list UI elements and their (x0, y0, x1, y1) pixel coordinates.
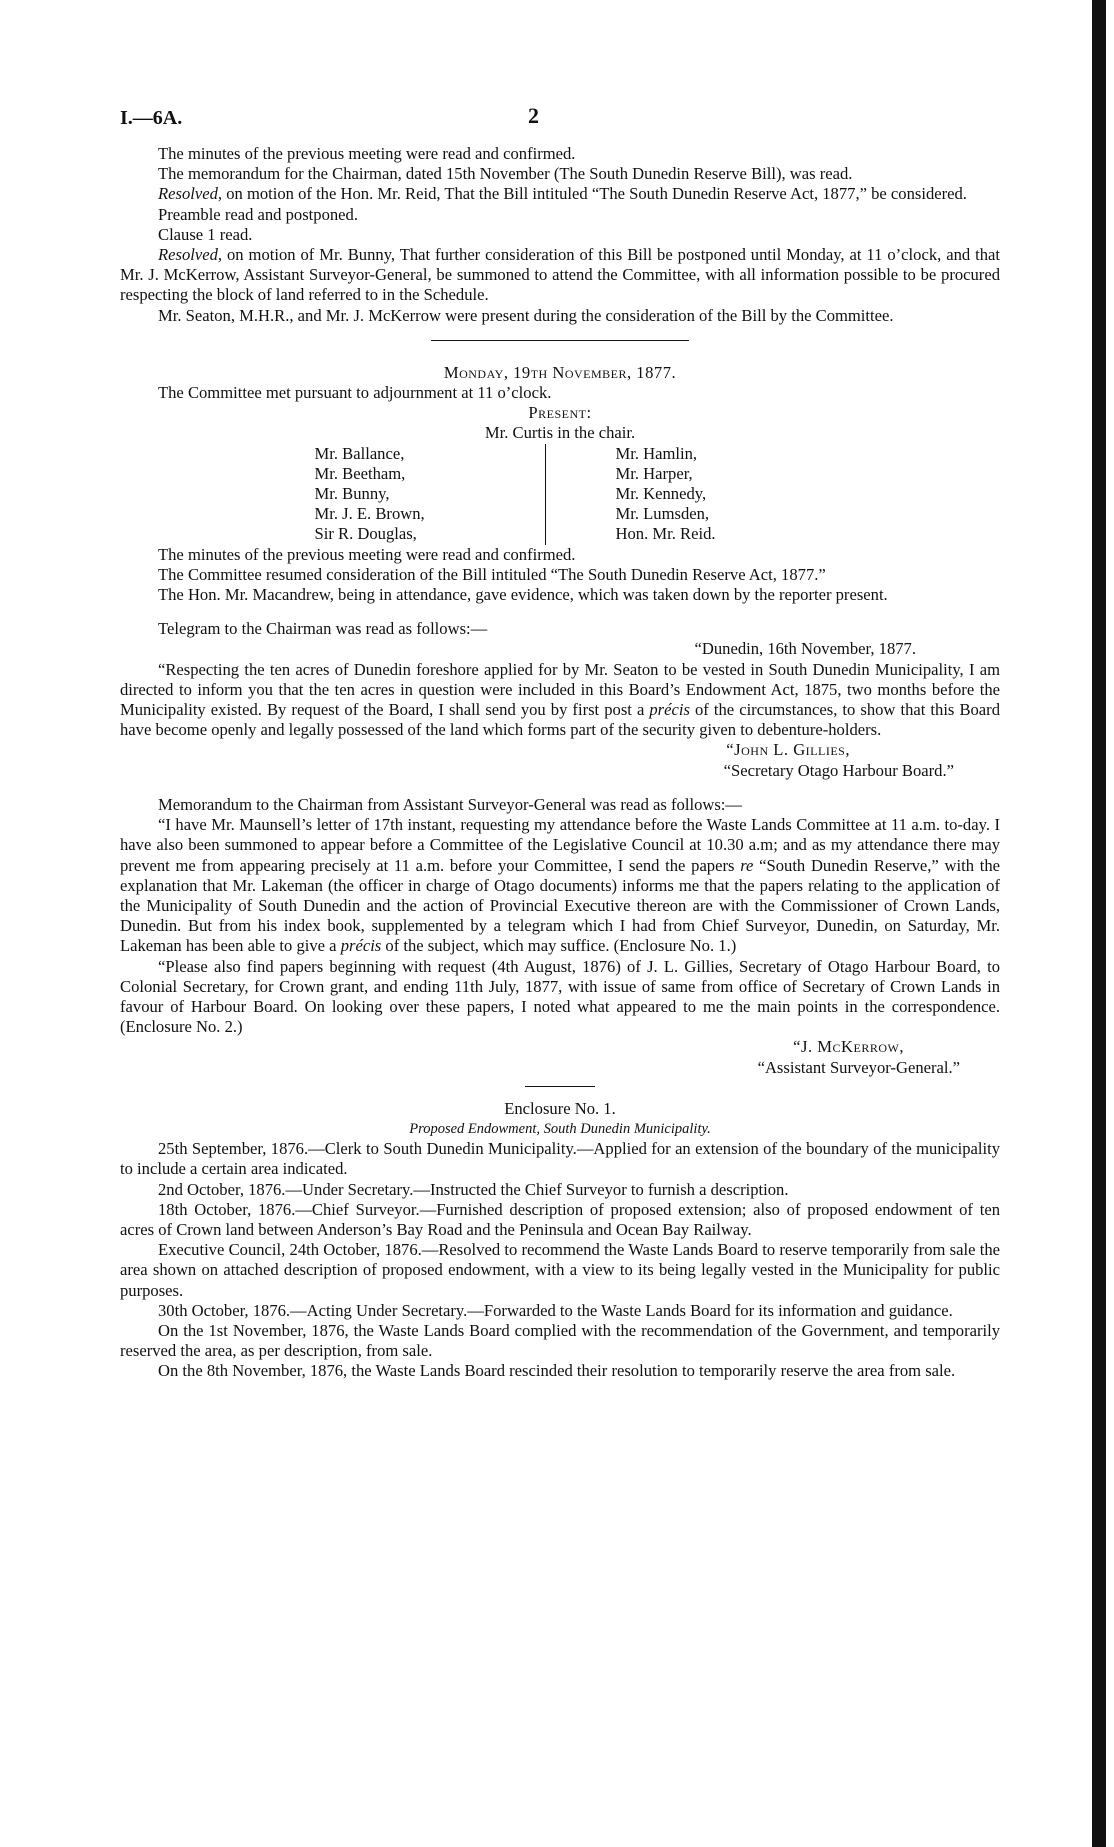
page-number: 2 (528, 103, 539, 128)
precis-word: précis (340, 936, 382, 956)
memo-para-2: “Please also find papers beginning with request (4th August, 1876) of J. L. Gillies, Secretary of Otago Harbour Board, to Colonial Secretary, for Crown grant, and ending 11th July, 1877, with issue of same from office of Secretary of Crown Lands in favour of Harbour Board. On looking over these papers, I noted what appeared to me the main points in the correspondence. (Enclosure No. 2.) (120, 956, 1000, 1037)
chair-line: Mr. Curtis in the chair. (484, 423, 636, 443)
member-name: Mr. Lumsden, (615, 504, 710, 524)
telegram-body-text: of the circumstances, to show that this Board have become openly and legally possessed of the land which forms part of the security given to debenture-holders. (120, 700, 1000, 740)
member-name: Mr. Bunny, (314, 484, 390, 504)
meeting-para-2: The Committee resumed consideration of the Bill intituled “The South Dunedin Reserve Act, 1877.” (158, 564, 826, 584)
meeting-para-1: The minutes of the previous meeting were read and confirmed. (158, 544, 576, 564)
page-edge-bar (1092, 0, 1106, 1847)
enclosure-title: Enclosure No. 1. (504, 1098, 616, 1118)
member-name: Mr. Hamlin, (615, 443, 698, 463)
member-name: Hon. Mr. Reid. (615, 524, 716, 544)
telegram-body-text: “Respecting the ten acres of Dunedin foreshore applied for by Mr. Seaton to be vested in South Dunedin Municipality, I am directed to inform you that the ten acres in question were included in this Board’s Endowment Act, 1875, two months before the Municipality existed. By request of the Board, I shall send you by first post a (120, 659, 1000, 720)
intro-para-4: Preamble read and postponed. (158, 204, 358, 224)
meeting-date: Monday, 19th November, 1877. (443, 362, 677, 382)
paper-reference: I.—6A. (120, 107, 183, 129)
intro-para-6 (120, 245, 1000, 306)
member-name: Sir R. Douglas, (314, 524, 417, 544)
memo-signature-title: “Assistant Surveyor-General.” (757, 1057, 960, 1077)
memo-intro: Memorandum to the Chairman from Assistant Surveyor-General was read as follows:— (158, 794, 743, 814)
memo-text: “South Dunedin Reserve,” with the explanation that Mr. Lakeman (the officer in charge of Otago documents) informs me that the papers relating to the application of the Municipality of South Dunedin and the action of Provincial Executive thereon are with the Commissioner of Crown Lands, Dunedin. But from his index book, supplemented by a telegram which I had from Chief Surveyor, Dunedin, on Saturday, Mr. Lakeman has been able to give a (120, 855, 1000, 956)
members-right-column (616, 444, 816, 545)
enclosure-item: Executive Council, 24th October, 1876.—Resolved to recommend the Waste Lands Board to reserve temporarily from sale the area shown on attached description of proposed endowment, with a view to its being legally vested in the Municipality for public purposes. (120, 1240, 1000, 1300)
member-name: Mr. Harper, (615, 463, 693, 483)
signatory-name: “J. McKerrow, (793, 1037, 904, 1057)
meeting-para-3: The Hon. Mr. Macandrew, being in attendance, gave evidence, which was taken down by the reporter present. (158, 585, 888, 605)
member-name: Mr. Ballance, (314, 443, 405, 463)
telegram-signature-name (120, 740, 1000, 760)
intro-para-6-text: on motion of Mr. Bunny, That further consideration of this Bill be postponed until Monday, at 11 o’clock, and that Mr. J. McKerrow, Assistant Surveyor-General, be summoned to attend the Committee, with all information possible to be procured respecting the block of land referred to in the Schedule. (120, 245, 1000, 305)
intro-para-2: The memorandum for the Chairman, dated 15th November (The South Dunedin Reserve Bill), was read. (158, 164, 853, 184)
telegram-body (120, 660, 1000, 741)
resolved-label: Resolved, (158, 245, 223, 265)
intro-para-3-text: on motion of the Hon. Mr. Reid, That the Bill intituled “The South Dunedin Reserve Act, 1877,” be considered. (222, 184, 967, 204)
section-divider (431, 340, 689, 341)
enclosure-item: 30th October, 1876.—Acting Under Secretary.—Forwarded to the Waste Lands Board for its information and guidance. (158, 1300, 953, 1320)
member-name: Mr. J. E. Brown, (314, 504, 425, 524)
present-heading: Present: (528, 403, 592, 423)
enclosure-item: 25th September, 1876.—Clerk to South Dunedin Municipality.—Applied for an extension of the boundary of the municipality to include a certain area indicated. (120, 1139, 1000, 1179)
member-name: Mr. Beetham, (314, 463, 406, 483)
memo-text: of the subject, which may suffice. (Enclosure No. 1.) (381, 936, 737, 956)
precis-word: précis (649, 700, 690, 720)
members-list (120, 444, 1000, 545)
memo-signature-name (120, 1037, 1000, 1057)
enclosure-subtitle-text: Proposed Endowment, South Dunedin Municipality. (409, 1120, 711, 1137)
enclosure-item: On the 8th November, 1876, the Waste Lands Board rescinded their resolution to temporarily reserve the area from sale. (158, 1361, 956, 1381)
intro-para-1: The minutes of the previous meeting were read and confirmed. (158, 144, 576, 163)
document-page (120, 103, 1000, 1382)
enclosure-item: On the 1st November, 1876, the Waste Lands Board complied with the recommendation of the Government, and temporarily reserved the area, as per description, from sale. (120, 1320, 1000, 1361)
members-left-column (305, 444, 545, 545)
enclosure-item: 2nd October, 1876.—Under Secretary.—Instructed the Chief Surveyor to furnish a description. (158, 1179, 789, 1199)
enclosure-item: 18th October, 1876.—Chief Surveyor.—Furnished description of proposed extension; also of proposed endowment of ten acres of Crown land between Anderson’s Bay Road and the Peninsula and Ocean Bay Railway. (120, 1199, 1000, 1239)
intro-para-7: Mr. Seaton, M.H.R., and Mr. J. McKerrow were present during the consideration of the Bill by the Committee. (158, 305, 894, 325)
members-divider (545, 444, 546, 545)
intro-para-3 (120, 184, 1000, 204)
member-name: Mr. Kennedy, (615, 484, 707, 504)
telegram-dateline: “Dunedin, 16th November, 1877. (694, 639, 916, 659)
enclosure-divider (525, 1086, 595, 1087)
meeting-opening: The Committee met pursuant to adjournment at 11 o’clock. (158, 383, 552, 403)
signatory-name: “John L. Gillies, (726, 740, 850, 760)
memo-text: “I have Mr. Maunsell’s letter of 17th instant, requesting my attendance before the Waste Lands Committee at 11 a.m. to-day. I have also been summoned to appear before a Committee of the Legislative Council at 10.30 a.m; and as my attendance there may prevent me from appearing precisely at 11 a.m. before your Committee, I send the papers (120, 815, 1000, 875)
telegram-intro: Telegram to the Chairman was read as follows:— (158, 619, 488, 639)
re-word: re (740, 855, 754, 875)
intro-para-5: Clause 1 read. (158, 224, 253, 244)
page-header (120, 103, 1000, 144)
memo-para-1 (120, 815, 1000, 956)
resolved-label: Resolved, (158, 184, 223, 204)
telegram-signature-title: “Secretary Otago Harbour Board.” (723, 760, 954, 780)
enclosure-subtitle (120, 1119, 1000, 1139)
